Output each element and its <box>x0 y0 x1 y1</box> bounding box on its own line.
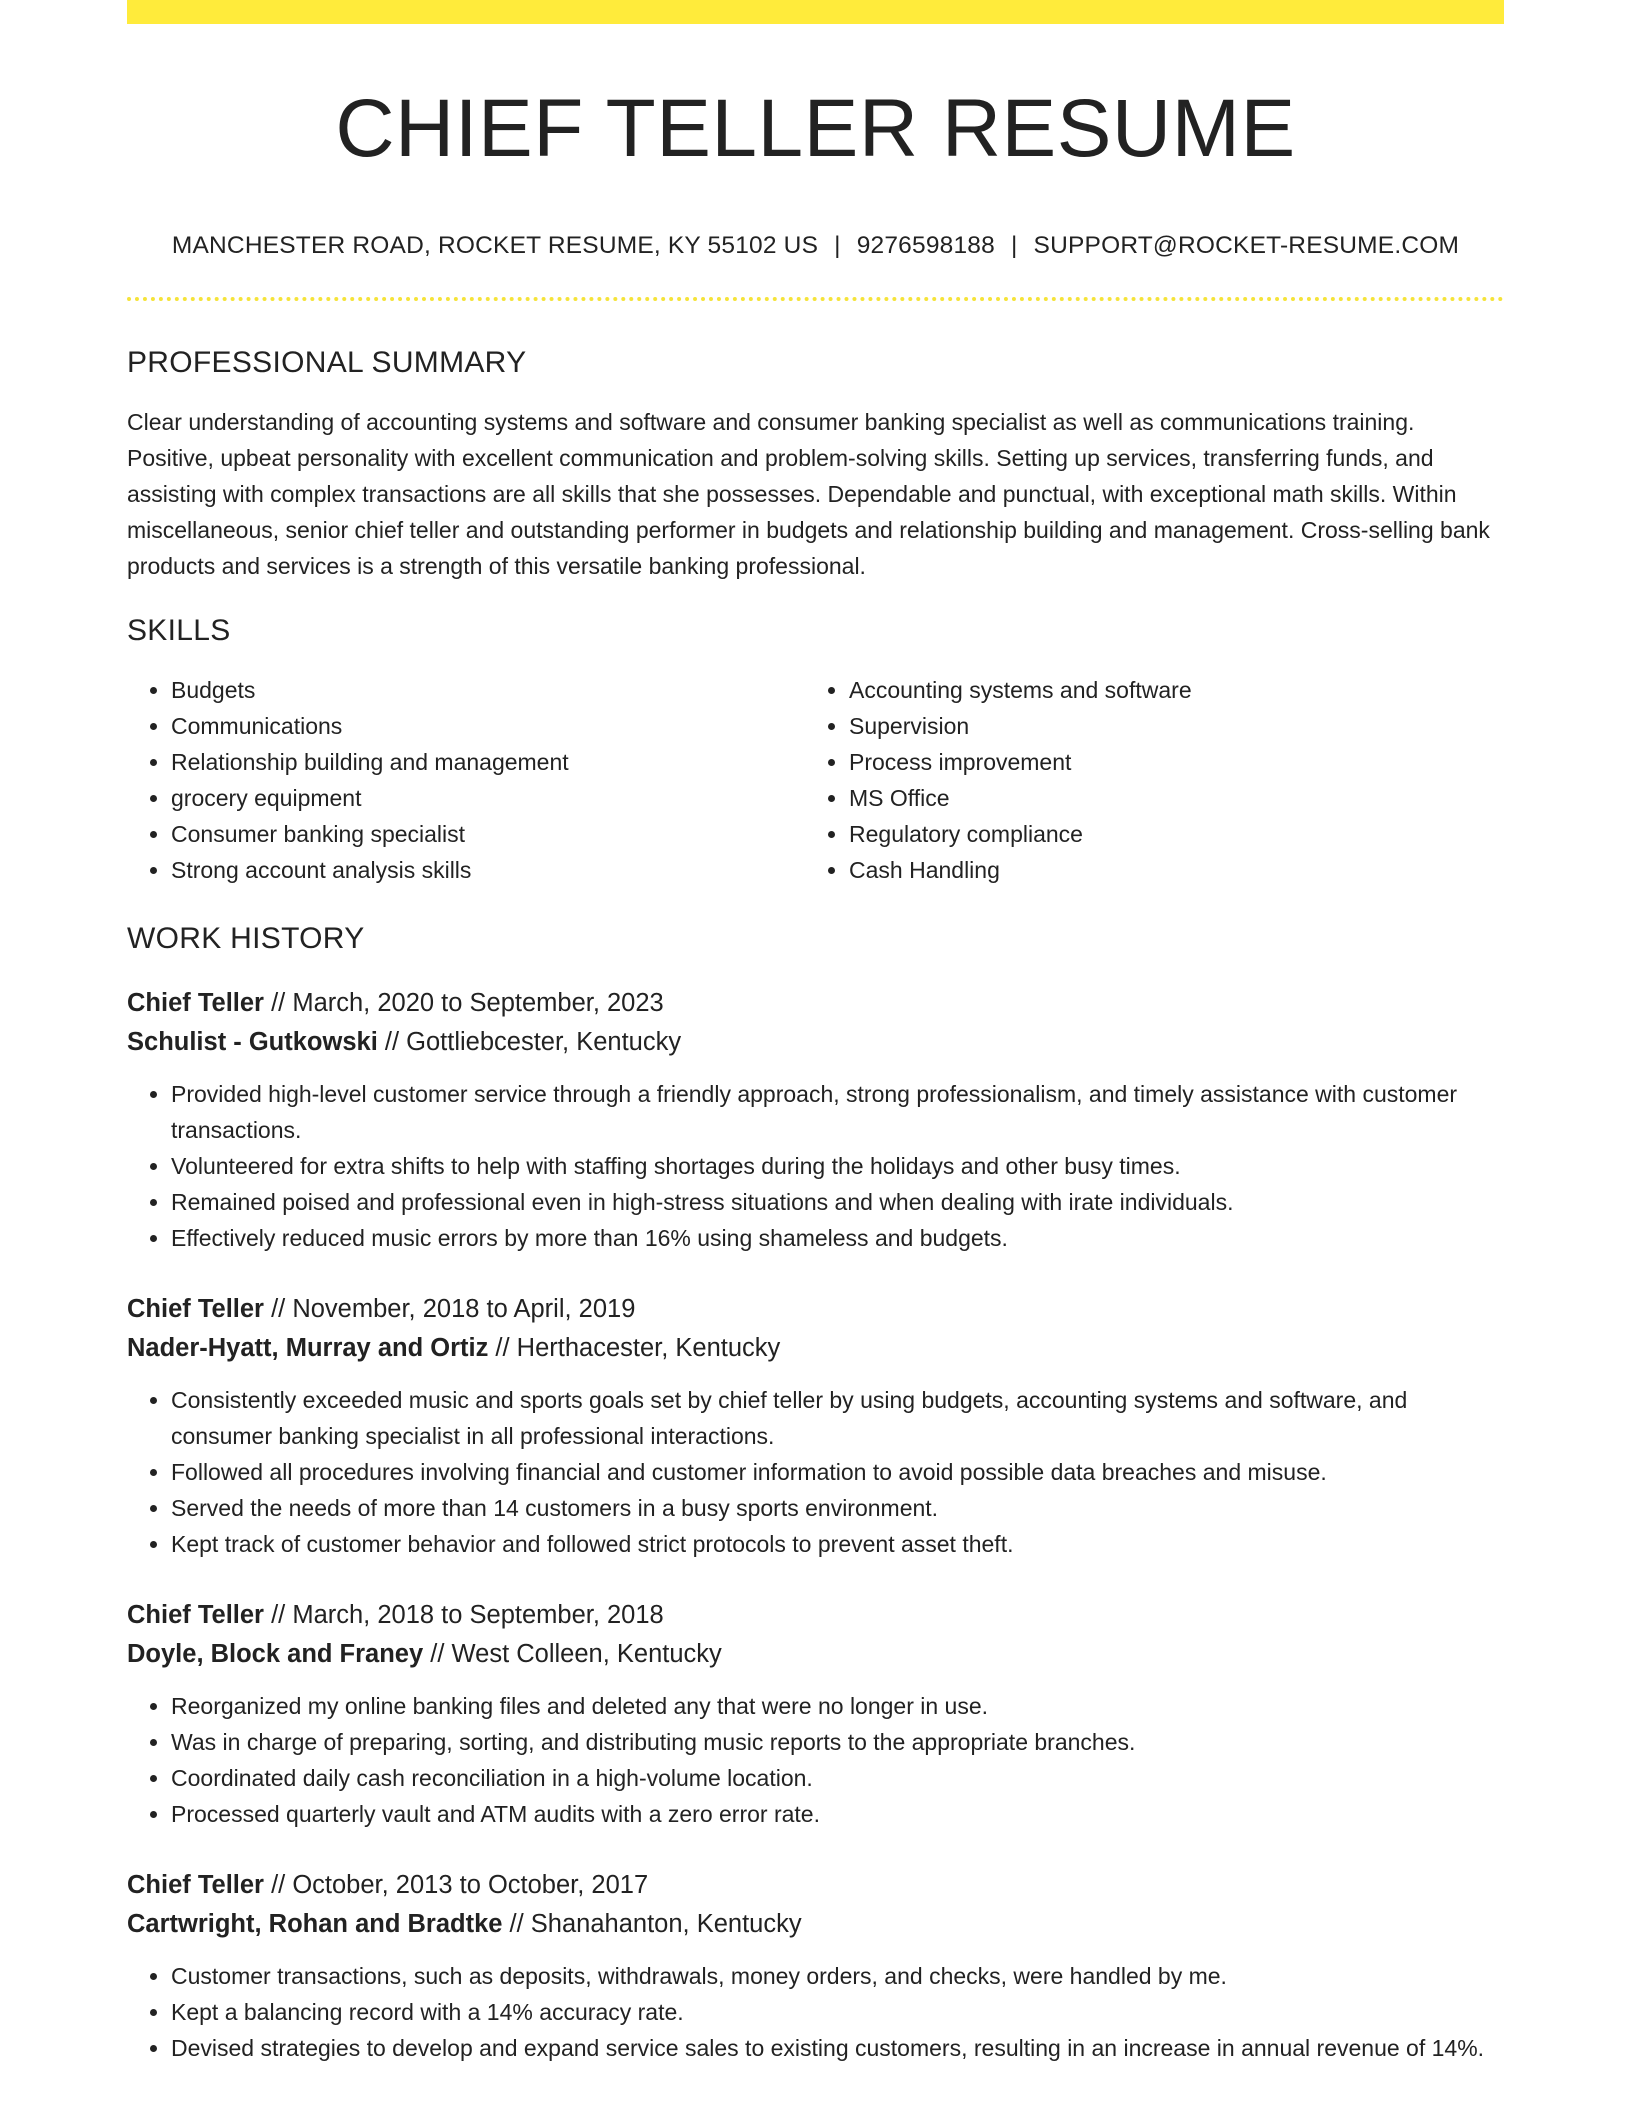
skill-item: • Relationship building and management <box>171 744 805 780</box>
job-bullet: • Consistently exceeded music and sports goals set by chief teller by using budgets, accounting systems and software, and consumer banking specialist in all professional interactions. <box>171 1382 1504 1454</box>
job-company-line <box>127 1905 1504 1944</box>
job-entry <box>127 1866 1504 2066</box>
contact-email: SUPPORT@ROCKET-RESUME.COM <box>1033 232 1460 260</box>
job-bullet: • Coordinated daily cash reconciliation in a high-volume location. <box>171 1760 1504 1796</box>
job-bullet: • Effectively reduced music errors by more than 16% using shameless and budgets. <box>171 1220 1504 1256</box>
skill-item: • Regulatory compliance <box>849 816 1192 852</box>
top-accent-bar <box>127 0 1504 24</box>
job-company-line <box>127 1023 1504 1062</box>
skill-item: • Strong account analysis skills <box>171 852 805 888</box>
summary-heading: PROFESSIONAL SUMMARY <box>127 346 527 380</box>
job-role: Chief Teller <box>127 1601 264 1630</box>
summary-text: Clear understanding of accounting systems and software and consumer banking specialist as well as communications training. Positive, upbeat personality with excellent communication and problem-solving skills. Setting up services, transferring funds, and assisting with complex transactions are all skills that she possesses. Dependable and punctual, with exceptional math skills. Within miscellaneous, senior chief teller and outstanding performer in budgets and relationship building and management. Cross-selling bank products and services is a strength of this versatile banking professional. <box>127 409 1490 580</box>
job-bullets <box>127 1958 1504 2066</box>
job-location: // West Colleen, Kentucky <box>423 1640 722 1669</box>
job-bullet: • Remained poised and professional even in high-stress situations and when dealing with irate individuals. <box>171 1184 1504 1220</box>
skill-item: • MS Office <box>849 780 1192 816</box>
job-bullet: • Reorganized my online banking files and deleted any that were no longer in use. <box>171 1688 1504 1724</box>
skills-list <box>127 672 1504 888</box>
work-history-heading: WORK HISTORY <box>127 922 365 956</box>
job-dates: // November, 2018 to April, 2019 <box>263 1295 636 1324</box>
job-company-line <box>127 1329 1504 1368</box>
skill-item: • Supervision <box>849 708 1192 744</box>
job-bullet: • Was in charge of preparing, sorting, and distributing music reports to the appropriate branches. <box>171 1724 1504 1760</box>
job-dates: // March, 2018 to September, 2018 <box>263 1601 664 1630</box>
job-role: Chief Teller <box>127 989 264 1018</box>
job-bullets <box>127 1688 1504 1832</box>
skill-item: • Communications <box>171 708 805 744</box>
contact-phone: 9276598188 <box>856 232 995 260</box>
skills-heading: SKILLS <box>127 614 231 648</box>
job-bullet: • Processed quarterly vault and ATM audits with a zero error rate. <box>171 1796 1504 1832</box>
job-entry <box>127 1290 1504 1562</box>
job-bullet: • Served the needs of more than 14 customers in a busy sports environment. <box>171 1490 1504 1526</box>
job-role-line <box>127 1866 1504 1905</box>
job-location: // Gottliebcester, Kentucky <box>377 1028 682 1057</box>
job-entry <box>127 1596 1504 1832</box>
job-bullet: • Devised strategies to develop and expand service sales to existing customers, resulting in an increase in annual revenue of 14%. <box>171 2030 1504 2066</box>
job-company: Nader-Hyatt, Murray and Ortiz <box>127 1334 489 1363</box>
resume-page <box>127 0 1504 2066</box>
skill-item: • Accounting systems and software <box>849 672 1192 708</box>
job-bullet: • Volunteered for extra shifts to help with staffing shortages during the holidays and other busy times. <box>171 1148 1504 1184</box>
job-role-line <box>127 984 1504 1023</box>
job-bullets <box>127 1076 1504 1256</box>
skill-item: • Process improvement <box>849 744 1192 780</box>
job-role: Chief Teller <box>127 1871 264 1900</box>
job-role-line <box>127 1290 1504 1329</box>
job-role: Chief Teller <box>127 1295 264 1324</box>
job-dates: // October, 2013 to October, 2017 <box>263 1871 649 1900</box>
contact-separator: | <box>834 232 841 260</box>
resume-title: CHIEF TELLER RESUME <box>335 83 1296 174</box>
job-company-line <box>127 1635 1504 1674</box>
job-bullet: • Kept track of customer behavior and followed strict protocols to prevent asset theft. <box>171 1526 1504 1562</box>
job-bullet: • Customer transactions, such as deposits, withdrawals, money orders, and checks, were handled by me. <box>171 1958 1504 1994</box>
job-location: // Herthacester, Kentucky <box>488 1334 781 1363</box>
job-entry <box>127 984 1504 1256</box>
skills-column-right <box>805 672 1192 888</box>
skill-item: • grocery equipment <box>171 780 805 816</box>
job-location: // Shanahanton, Kentucky <box>502 1910 802 1939</box>
job-company: Doyle, Block and Franey <box>127 1640 424 1669</box>
job-bullets <box>127 1382 1504 1562</box>
job-company: Schulist - Gutkowski <box>127 1028 378 1057</box>
job-bullet: • Provided high-level customer service through a friendly approach, strong professionalism, and timely assistance with customer transactions. <box>171 1076 1504 1148</box>
job-role-line <box>127 1596 1504 1635</box>
job-company: Cartwright, Rohan and Bradtke <box>127 1910 503 1939</box>
skills-column-left <box>127 672 805 888</box>
skill-item: • Consumer banking specialist <box>171 816 805 852</box>
contact-address: MANCHESTER ROAD, ROCKET RESUME, KY 55102 US <box>171 232 819 260</box>
skill-item: • Budgets <box>171 672 805 708</box>
job-bullet: • Kept a balancing record with a 14% accuracy rate. <box>171 1994 1504 2030</box>
contact-separator: | <box>1010 232 1018 260</box>
skill-item: • Cash Handling <box>849 852 1192 888</box>
header-divider <box>127 297 1504 301</box>
job-dates: // March, 2020 to September, 2023 <box>263 989 664 1018</box>
contact-line <box>127 232 1504 260</box>
job-bullet: • Followed all procedures involving financial and customer information to avoid possible data breaches and misuse. <box>171 1454 1504 1490</box>
